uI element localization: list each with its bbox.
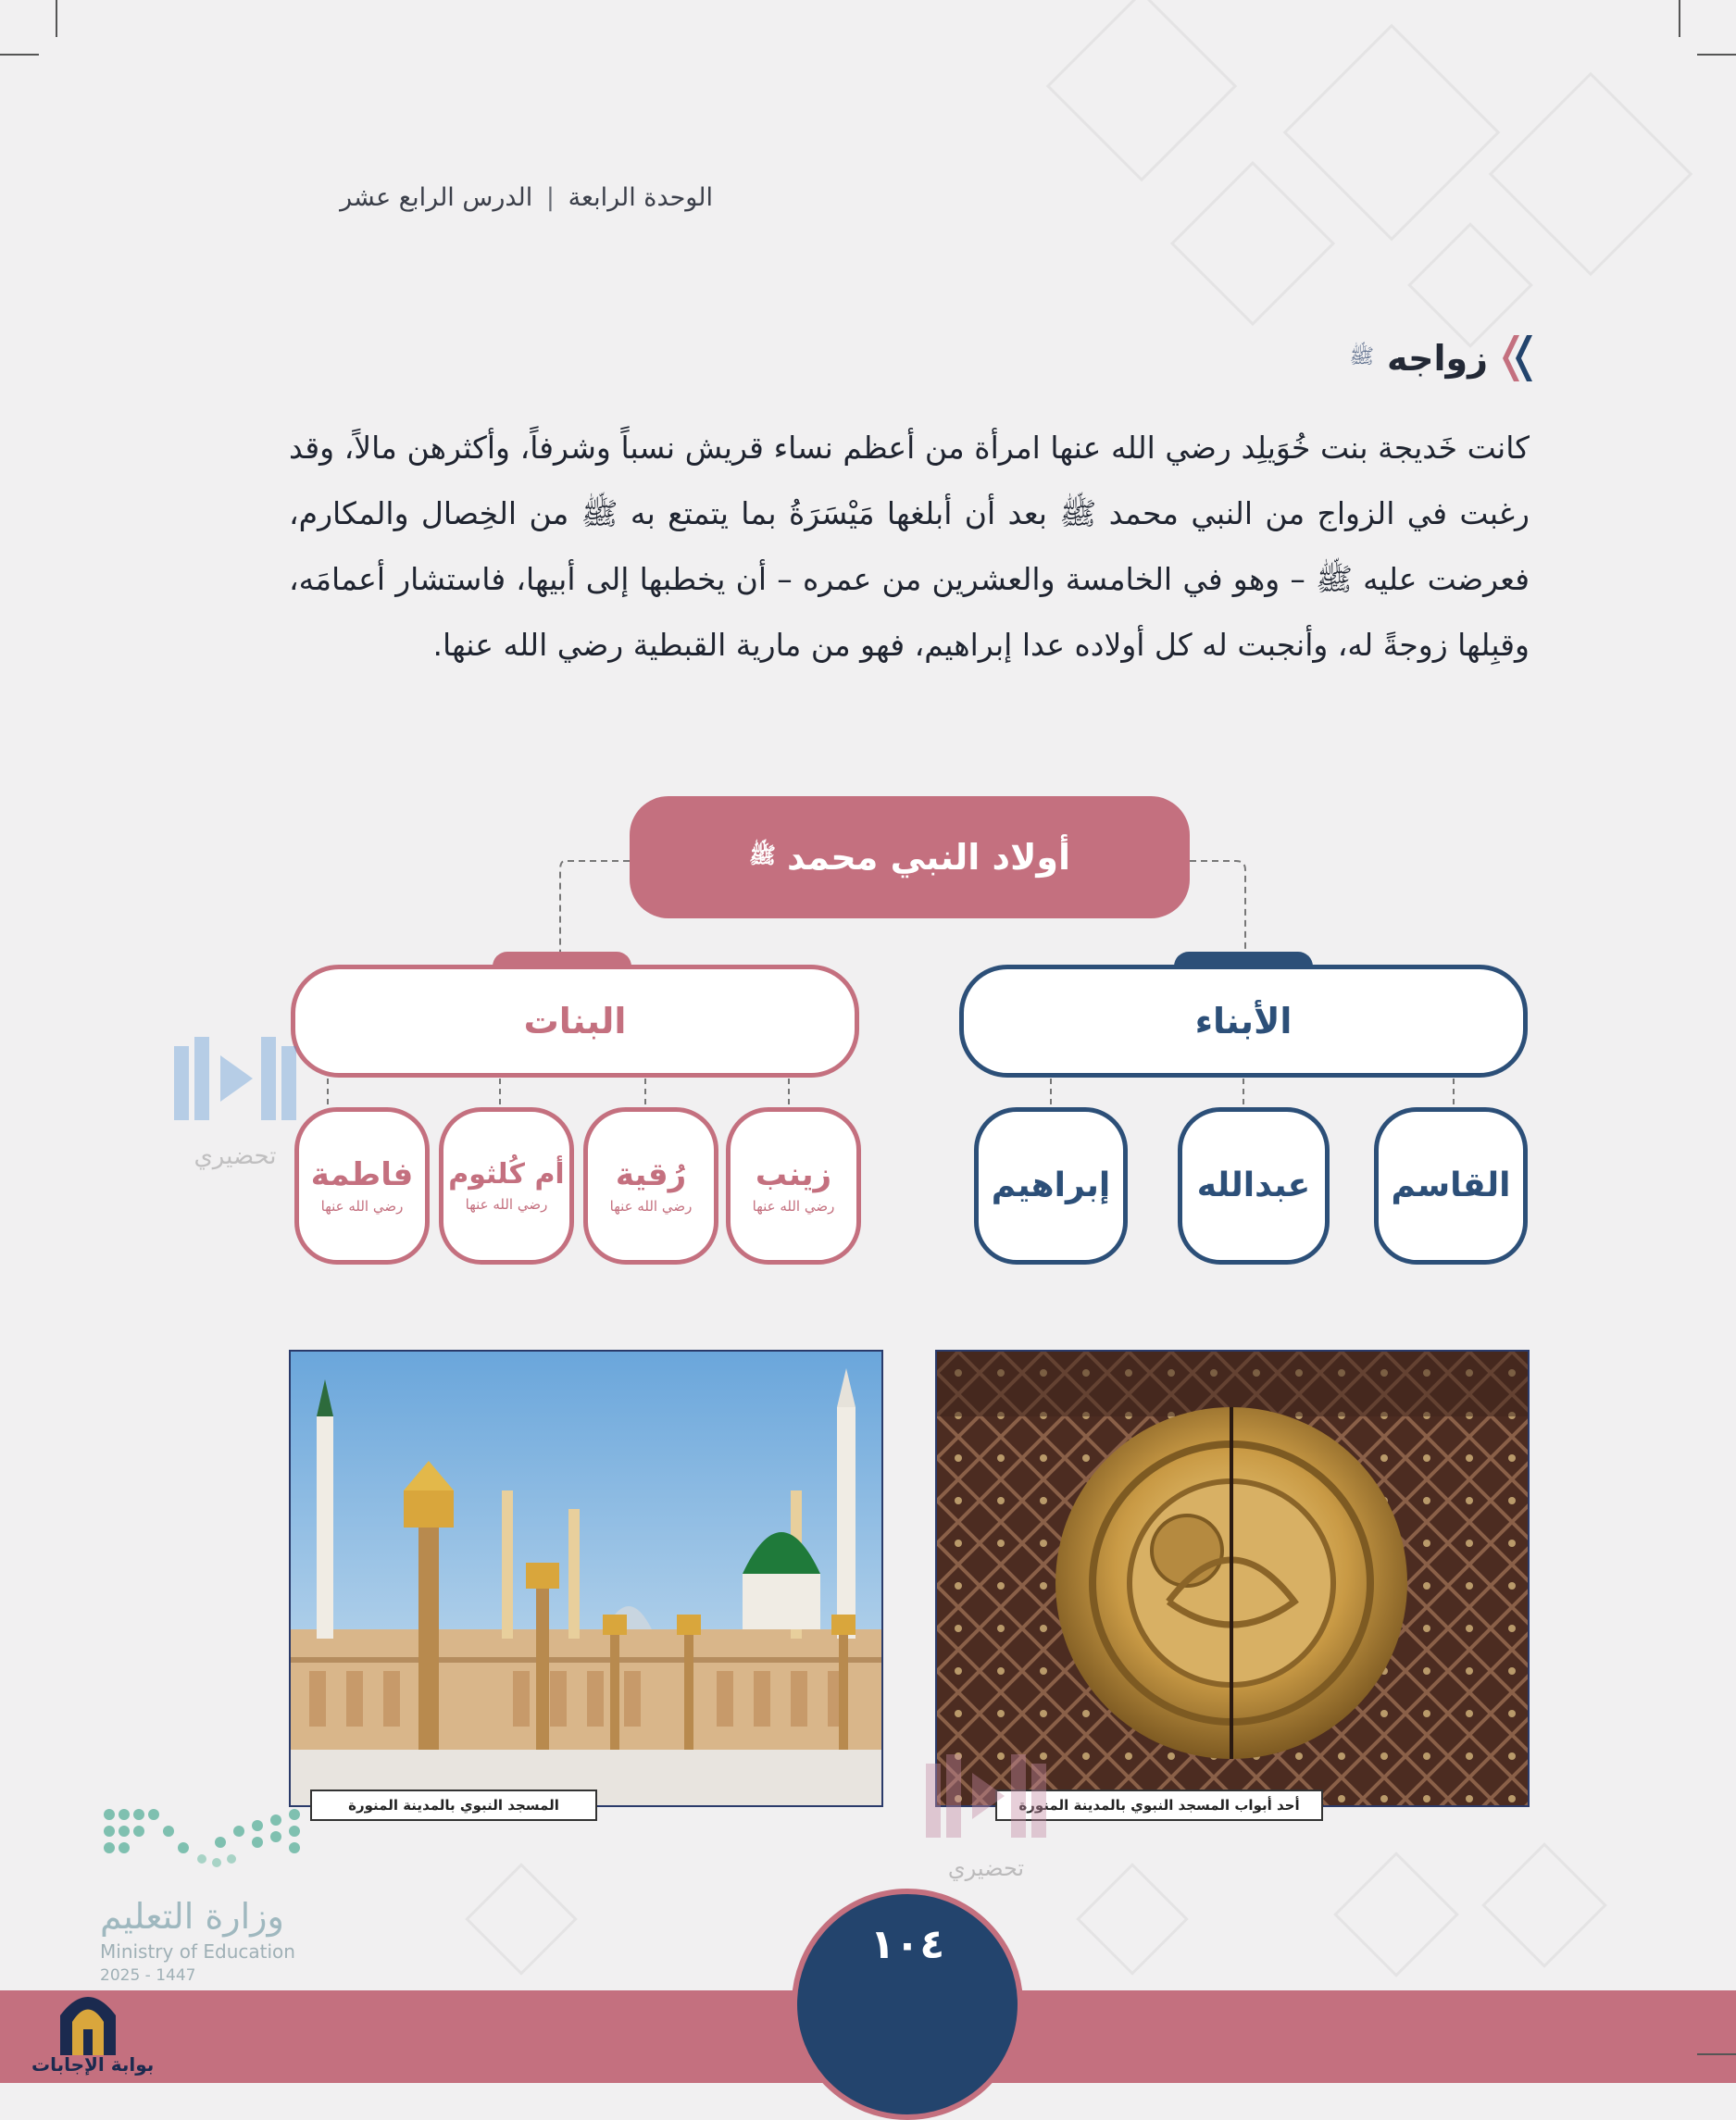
daughter-honorific: رضي الله عنها: [609, 1197, 693, 1215]
son-item: [974, 1107, 1128, 1265]
daughter-item: [439, 1107, 574, 1265]
daughter-honorific: رضي الله عنها: [465, 1195, 548, 1213]
daughter-name: زينب: [755, 1155, 832, 1193]
tree-root: [630, 796, 1190, 918]
edition-year: 2025 - 1447: [100, 1966, 196, 1985]
decorative-pattern: [465, 1863, 578, 1976]
daughter-item: [583, 1107, 718, 1265]
daughter-name: أم كُلثوم: [448, 1158, 565, 1191]
watermark-text: تحضيري: [194, 1142, 277, 1170]
sons-label: الأبناء: [1194, 1001, 1293, 1041]
lesson-label: الدرس الرابع عشر: [340, 183, 533, 212]
crop-mark: [1697, 2053, 1736, 2055]
section-title: زواجه: [1387, 338, 1488, 379]
root-label: أولاد النبي محمد: [787, 837, 1071, 878]
daughters-group: [291, 965, 859, 1078]
header-separator: |: [545, 183, 555, 212]
mosque-caption: المسجد النبوي بالمدينة المنورة: [310, 1790, 597, 1821]
door-caption: أحد أبواب المسجد النبوي بالمدينة المنورة: [995, 1790, 1323, 1821]
son-name: عبدالله: [1196, 1166, 1311, 1205]
son-name: إبراهيم: [991, 1166, 1111, 1205]
daughter-item: [294, 1107, 430, 1265]
decorative-pattern: [1481, 1842, 1607, 1968]
portal-arch-icon: [56, 1983, 120, 2055]
daughter-honorific: رضي الله عنها: [752, 1197, 835, 1215]
watermark-logo: [165, 1028, 306, 1176]
daughter-name: فاطمة: [310, 1155, 414, 1193]
decorative-pattern: [1076, 1863, 1189, 1976]
portal-label: بوابة الإجابات: [31, 2053, 155, 2076]
root-honorific: ﷺ: [749, 842, 776, 868]
body-paragraph: كانت خَديجة بنت خُوَيلِد رضي الله عنها امرأة من أعظم نساء قريش نسباً وشرفاً، وأكثرهن مالاً، وقد رغبت في الزواج من النبي محمد ﷺ بعد أن أبلغها مَيْسَرَةُ بما يتمتع به ﷺ من الخِصال والمكارم، فعرضت عليه ﷺ – وهو في الخامسة والعشرين من عمره – أن يخطبها إلى أبيها، فاستشار أعمامَه، وقبِلها زوجةً له، وأنجبت له كل أولاده عدا إبراهيم، فهو من مارية القبطية رضي الله عنها.: [289, 430, 1530, 663]
son-item: [1178, 1107, 1330, 1265]
ministry-dots-logo: [100, 1805, 313, 1879]
honorific: ﷺ: [1349, 345, 1375, 368]
photo-mosque: [289, 1350, 883, 1807]
son-name: القاسم: [1391, 1166, 1511, 1205]
son-item: [1374, 1107, 1528, 1265]
watermark-logo: [917, 1750, 1055, 1889]
ministry-name-ar: وزارة التعليم: [100, 1896, 284, 1937]
page-number: ١٠٤: [869, 1921, 945, 1968]
daughter-honorific: رضي الله عنها: [320, 1197, 404, 1215]
ministry-name-en: Ministry of Education: [100, 1940, 295, 1963]
unit-label: الوحدة الرابعة: [568, 183, 713, 212]
daughter-item: [726, 1107, 861, 1265]
watermark-text: تحضيري: [947, 1855, 1025, 1881]
daughter-name: رُقية: [615, 1155, 687, 1193]
daughters-label: البنات: [523, 1001, 627, 1041]
decorative-pattern: [1333, 1852, 1459, 1977]
photo-door: [935, 1350, 1530, 1807]
sons-group: [959, 965, 1528, 1078]
